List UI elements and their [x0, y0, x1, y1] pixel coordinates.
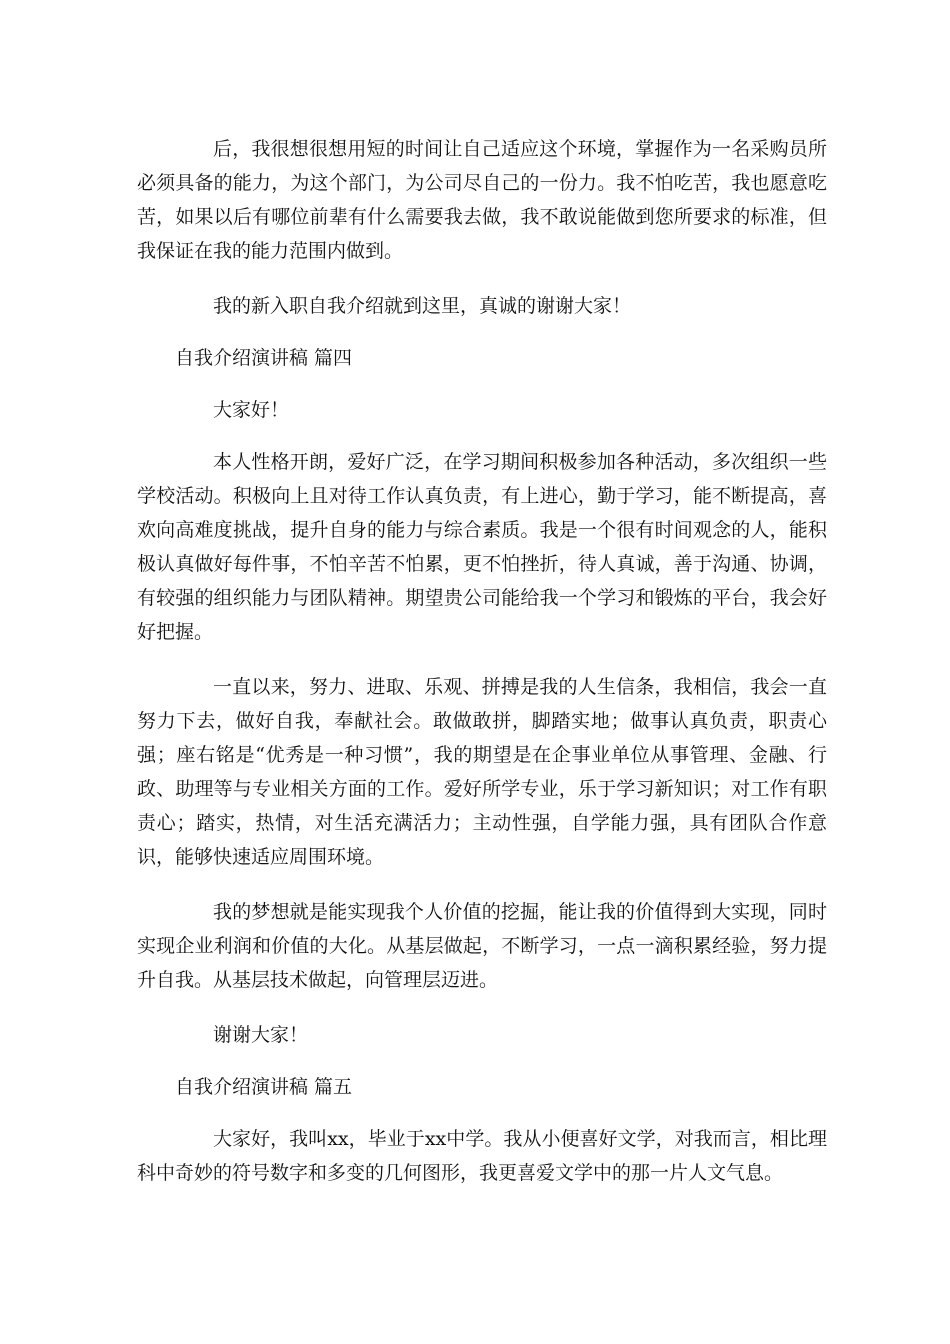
paragraph-2: 我的新入职自我介绍就到这里，真诚的谢谢大家！ [213, 295, 632, 317]
section-heading-4: 自我介绍演讲稿 篇四 [175, 347, 353, 369]
paragraph-4: 本人性格开朗，爱好广泛，在学习期间积极参加各种活动，多次组织一些学校活动。积极向上且对待工作认真负责，有上进心，勤于学习，能不断提高，喜欢向高难度挑战，提升自身的能力与综合素质。我是一个很有时间观念的人，能积极认真做好每件事，不怕辛苦不怕累，更不怕挫折，待人真诚，善于沟通、协调，有较强的组织能力与团队精神。期望贵公司能给我一个学习和锻炼的平台，我会好好把握。 [137, 451, 827, 643]
paragraph-6: 我的梦想就是能实现我个人价值的挖掘，能让我的价值得到大实现，同时实现企业利润和价值的大化。从基层做起，不断学习，一点一滴积累经验，努力提升自我。从基层技术做起，向管理层迈进。 [137, 901, 827, 991]
paragraph-7: 谢谢大家！ [213, 1024, 309, 1046]
paragraph-8: 大家好，我叫xx，毕业于xx中学。我从小便喜好文学，对我而言，相比理科中奇妙的符号数字和多变的几何图形，我更喜爱文学中的那一片人文气息。 [137, 1128, 827, 1184]
paragraph-3: 大家好！ [213, 399, 290, 421]
paragraph-5: 一直以来，努力、进取、乐观、拼搏是我的人生信条，我相信，我会一直努力下去，做好自我，奉献社会。敢做敢拼，脚踏实地；做事认真负责，职责心强；座右铭是“优秀是一种习惯”，我的期望是在企事业单位从事管理、金融、行政、助理等与专业相关方面的工作。爱好所学专业，乐于学习新知识；对工作有职责心；踏实，热情，对生活充满活力；主动性强，自学能力强，具有团队合作意识，能够快速适应周围环境。 [137, 676, 827, 868]
paragraph-1: 后，我很想很想用短的时间让自己适应这个环境，掌握作为一名采购员所必须具备的能力，为这个部门，为公司尽自己的一份力。我不怕吃苦，我也愿意吃苦，如果以后有哪位前辈有什么需要我去做，我不敢说能做到您所要求的标准，但我保证在我的能力范围内做到。 [137, 138, 827, 262]
document-body [137, 132, 827, 1190]
section-heading-5: 自我介绍演讲稿 篇五 [175, 1076, 353, 1098]
